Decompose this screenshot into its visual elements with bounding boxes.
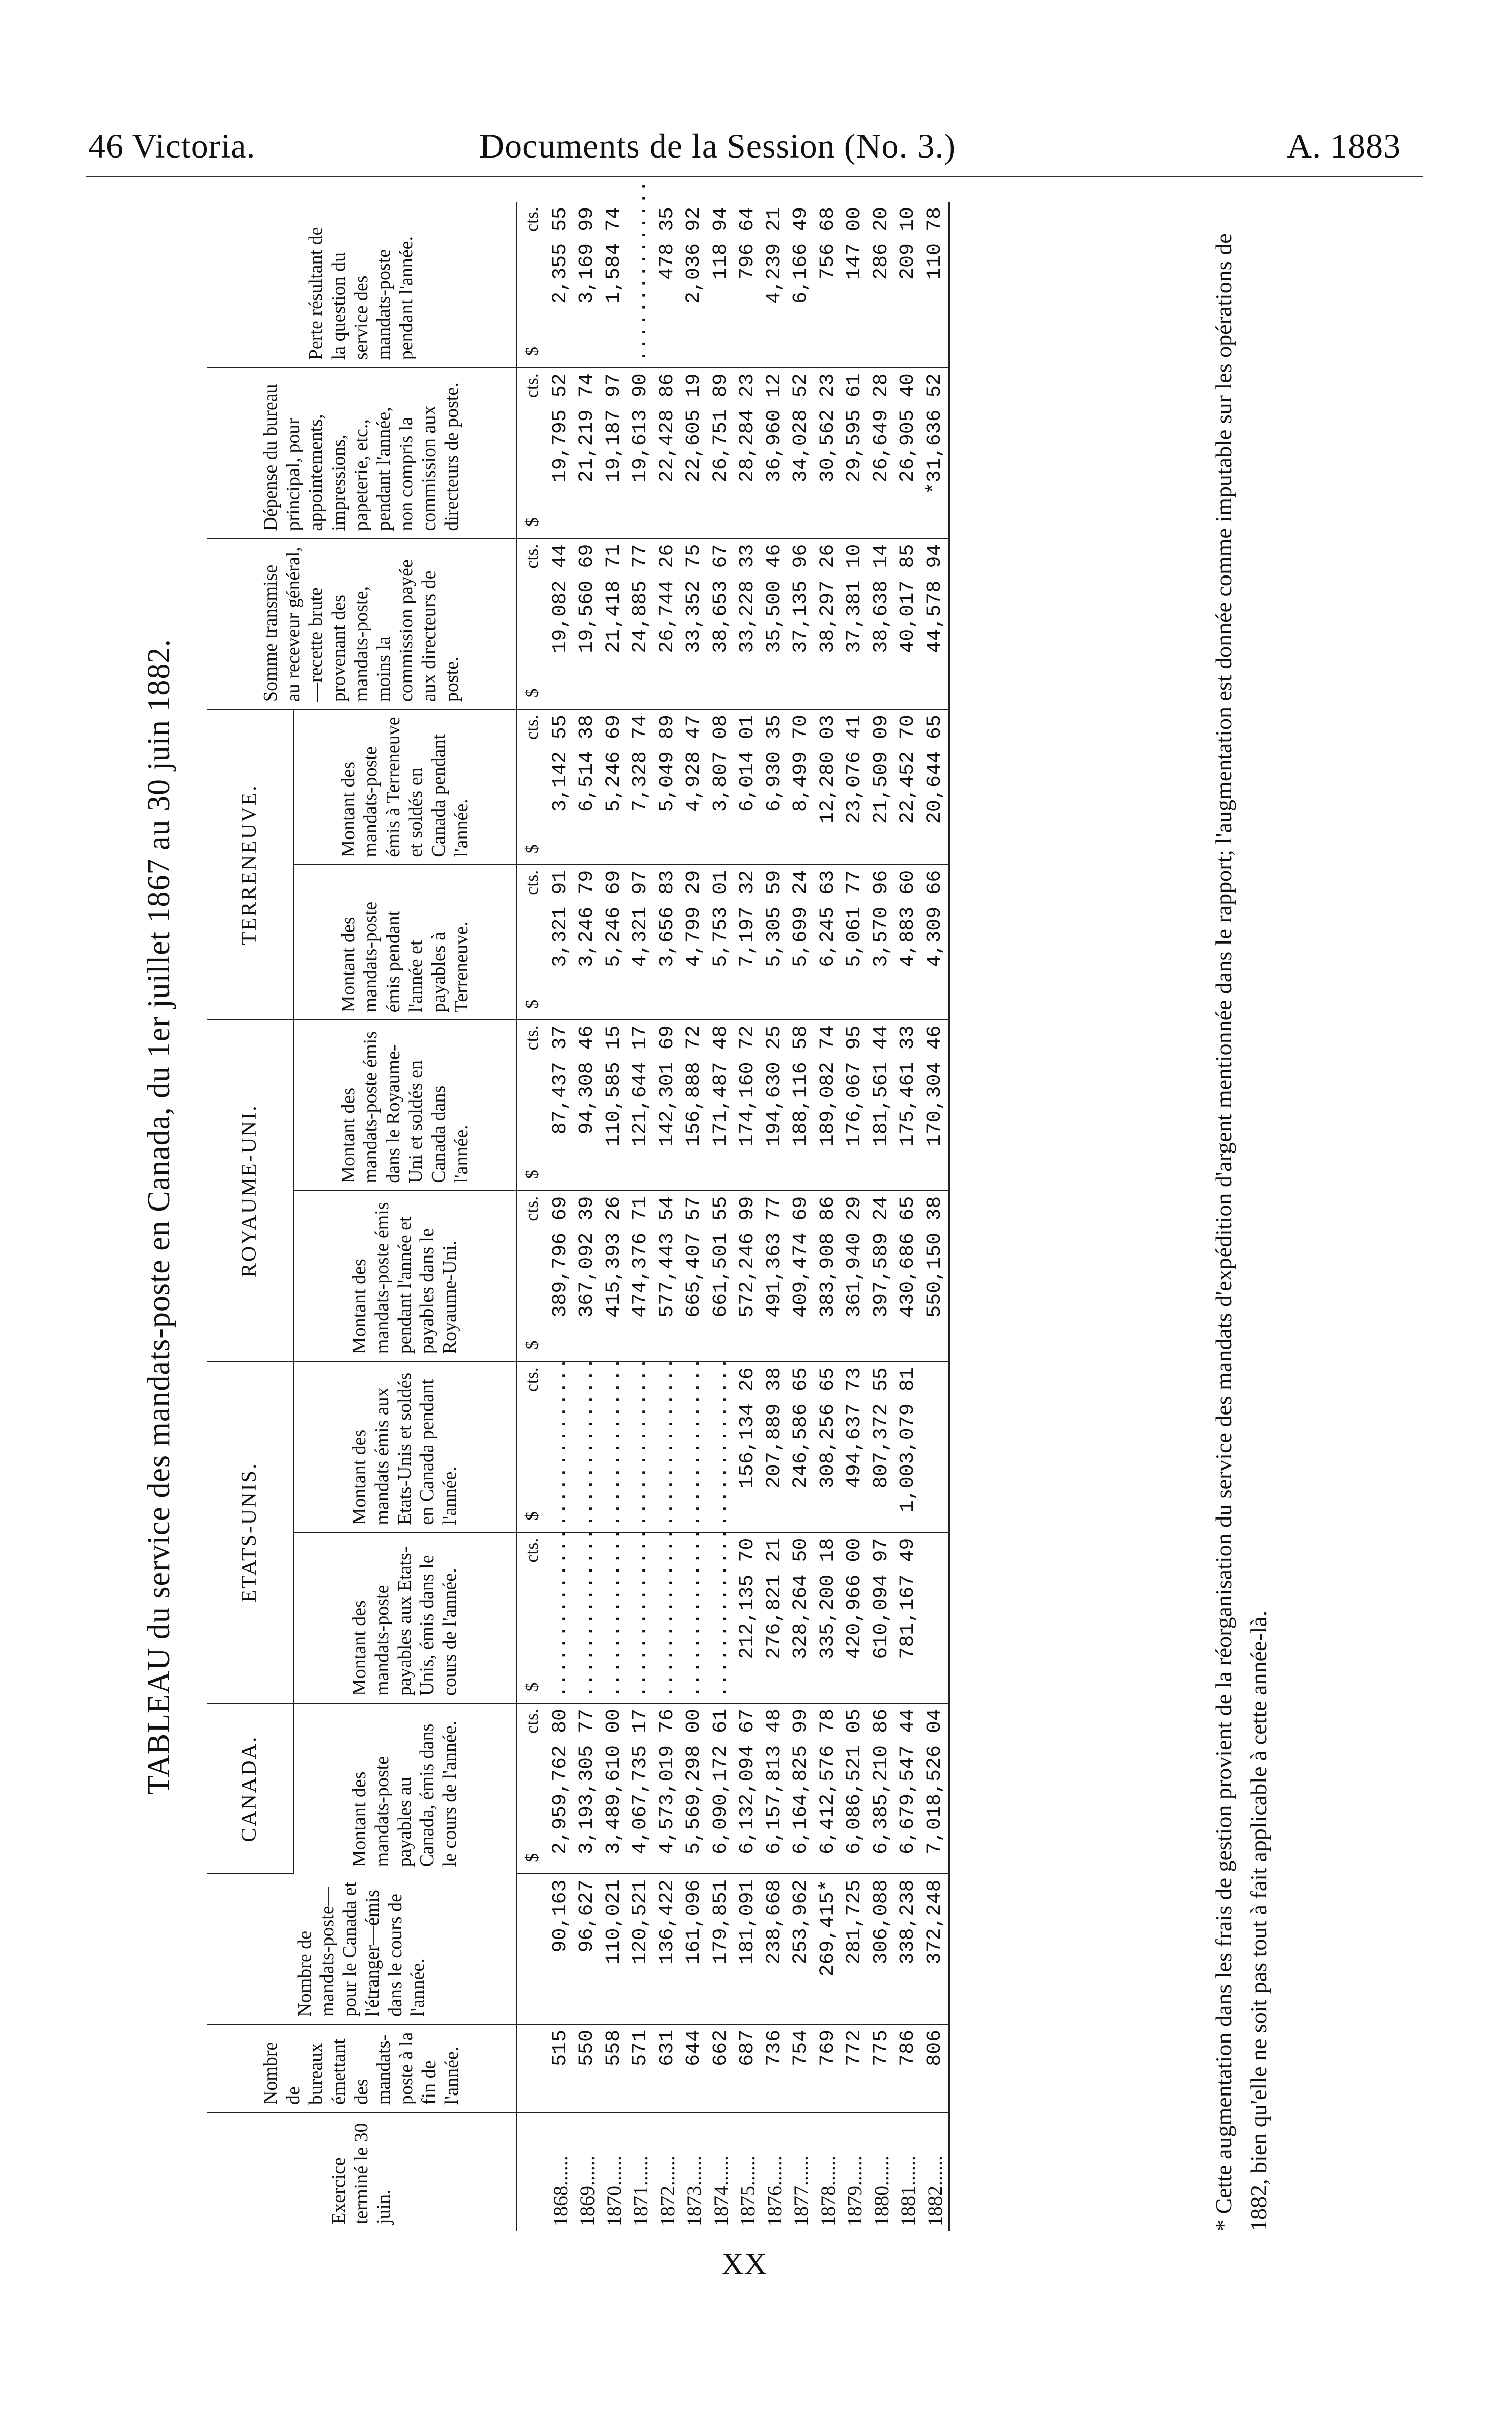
group-etats-unis: ETATS-UNIS. bbox=[207, 1361, 293, 1703]
units-cell bbox=[516, 709, 547, 865]
cell-tn-emis: 7,328 74 bbox=[627, 709, 654, 865]
cell-canada: 6,090,172 61 bbox=[708, 1703, 734, 1874]
group-canada: CANADA. bbox=[207, 1703, 293, 1874]
cell-ru-payables: 389,796 69 bbox=[547, 1191, 574, 1361]
cell-tn-emis: 6,014 01 bbox=[734, 709, 761, 865]
cell-tn-payables: 5,305 59 bbox=[761, 865, 788, 1020]
cell-year: 1873...... bbox=[683, 2156, 706, 2226]
cell-tn-emis: 20,644 65 bbox=[922, 709, 949, 865]
cell-nombre: 110,021 bbox=[601, 1874, 627, 2024]
cell-perte: 2,036 92 bbox=[681, 202, 708, 368]
cents-label: cts. bbox=[522, 715, 542, 740]
cell-depense: 30,562 23 bbox=[815, 368, 841, 538]
cell-ru-emis: 156,888 72 bbox=[681, 1020, 708, 1190]
table-row bbox=[654, 202, 681, 2231]
cell-tn-payables: 4,799 29 bbox=[681, 865, 708, 1020]
running-header-center: Documents de la Session (No. 3.) bbox=[479, 127, 956, 165]
units-cell bbox=[516, 1703, 547, 1874]
cell-bureaux: 806 bbox=[922, 2024, 949, 2112]
cell-ru-payables: 661,501 55 bbox=[708, 1191, 734, 1361]
col-tn-emis: Montant des mandats-poste émis à Terreneuve et soldés en Canada pendant l'année. bbox=[293, 709, 516, 865]
cell-canada: 6,164,825 99 bbox=[788, 1703, 815, 1874]
cents-label: cts. bbox=[522, 1025, 542, 1051]
cell-year: 1868...... bbox=[549, 2156, 572, 2226]
cell-perte: 4,239 21 bbox=[761, 202, 788, 368]
cell-canada: 4,573,019 76 bbox=[654, 1703, 681, 1874]
cell-year: 1869...... bbox=[576, 2156, 599, 2226]
cell-eu-payables: 212,135 70 bbox=[734, 1533, 761, 1703]
cell-year: 1871...... bbox=[629, 2156, 652, 2226]
cell-nombre: 238,668 bbox=[761, 1874, 788, 2024]
cell-perte: 118 94 bbox=[708, 202, 734, 368]
dollar-sign: $ bbox=[522, 346, 542, 356]
table-row bbox=[708, 202, 734, 2231]
cell-canada: 2,959,762 80 bbox=[547, 1703, 574, 1874]
cell-bureaux: 644 bbox=[681, 2024, 708, 2112]
cell-bureaux: 687 bbox=[734, 2024, 761, 2112]
cell-ru-emis: 188,116 58 bbox=[788, 1020, 815, 1190]
cell-somme: 38,653 67 bbox=[708, 539, 734, 709]
cell-ru-payables: 550,150 38 bbox=[922, 1191, 949, 1361]
group-terreneuve: TERRENEUVE. bbox=[207, 709, 293, 1020]
cell-eu-payables: 610,094 97 bbox=[868, 1533, 895, 1703]
cell-canada: 6,385,210 86 bbox=[868, 1703, 895, 1874]
dollar-sign: $ bbox=[522, 1511, 542, 1521]
cell-canada: 6,412,576 78 bbox=[815, 1703, 841, 1874]
table-body bbox=[516, 180, 949, 2231]
table-row bbox=[574, 202, 601, 2231]
cell-depense: 19,187 97 bbox=[601, 368, 627, 538]
col-eu-payables: Montant des mandats-poste payables aux Etats-Unis, émis dans le cours de l'année. bbox=[293, 1533, 516, 1703]
table-row bbox=[922, 202, 949, 2231]
cell-canada: 3,193,305 77 bbox=[574, 1703, 601, 1874]
cell-perte: 209 10 bbox=[895, 202, 922, 368]
cell-tn-emis: 5,246 69 bbox=[601, 709, 627, 865]
cell-eu-emis: .............. bbox=[601, 1361, 627, 1532]
cell-depense: 26,649 28 bbox=[868, 368, 895, 538]
cell-year: 1874...... bbox=[710, 2156, 732, 2226]
dollar-sign: $ bbox=[522, 999, 542, 1009]
cell-eu-payables: .............. bbox=[654, 1533, 681, 1703]
cell-year: 1879...... bbox=[843, 2156, 866, 2226]
cell-eu-emis: .............. bbox=[627, 1361, 654, 1532]
cell-eu-payables: 781,167 49 bbox=[895, 1533, 922, 1703]
cell-ru-emis: 181,561 44 bbox=[868, 1020, 895, 1190]
cell-eu-payables: .............. bbox=[627, 1533, 654, 1703]
cell-ru-payables: 361,940 29 bbox=[841, 1191, 868, 1361]
cell-eu-emis bbox=[922, 1361, 949, 1532]
cell-canada: 7,018,526 04 bbox=[922, 1703, 949, 1874]
units-cell bbox=[516, 368, 547, 538]
cell-eu-payables: 328,264 50 bbox=[788, 1533, 815, 1703]
cell-depense: 19,613 90 bbox=[627, 368, 654, 538]
cell-perte: 756 68 bbox=[815, 202, 841, 368]
cell-bureaux: 550 bbox=[574, 2024, 601, 2112]
cell-year: 1870...... bbox=[603, 2156, 625, 2226]
cell-depense: 34,028 52 bbox=[788, 368, 815, 538]
cell-nombre: 96,627 bbox=[574, 1874, 601, 2024]
cell-perte: 1,584 74 bbox=[601, 202, 627, 368]
dollar-sign: $ bbox=[522, 688, 542, 698]
table-row bbox=[841, 202, 868, 2231]
cell-bureaux: 558 bbox=[601, 2024, 627, 2112]
cell-somme: 40,017 85 bbox=[895, 539, 922, 709]
units-cell bbox=[516, 1533, 547, 1703]
table-row bbox=[601, 202, 627, 2231]
cell-eu-payables: .............. bbox=[574, 1533, 601, 1703]
cell-tn-emis: 21,509 09 bbox=[868, 709, 895, 865]
cell-depense: 21,219 74 bbox=[574, 368, 601, 538]
col-nombre: Nombre de mandats-poste—pour le Canada et l'étranger—émis dans le cours de l'année. bbox=[207, 1874, 516, 2024]
cell-bureaux: 772 bbox=[841, 2024, 868, 2112]
cell-tn-emis: 12,280 03 bbox=[815, 709, 841, 865]
cell-somme: 19,082 44 bbox=[547, 539, 574, 709]
units-row bbox=[516, 202, 547, 2231]
cell-bureaux: 786 bbox=[895, 2024, 922, 2112]
units-cell bbox=[516, 1361, 547, 1532]
cell-ru-payables: 409,474 69 bbox=[788, 1191, 815, 1361]
cell-tn-payables: 3,656 83 bbox=[654, 865, 681, 1020]
table-row bbox=[681, 202, 708, 2231]
cell-somme: 37,381 10 bbox=[841, 539, 868, 709]
cell-eu-payables: .............. bbox=[547, 1533, 574, 1703]
cell-ru-payables: 665,407 57 bbox=[681, 1191, 708, 1361]
cell-nombre: 179,851 bbox=[708, 1874, 734, 2024]
cell-bureaux: 769 bbox=[815, 2024, 841, 2112]
col-tn-payables: Montant des mandats-poste émis pendant l'année et payables à Terreneuve. bbox=[293, 865, 516, 1020]
cell-canada: 6,132,094 67 bbox=[734, 1703, 761, 1874]
cell-year: 1881...... bbox=[897, 2156, 920, 2226]
cell-bureaux: 736 bbox=[761, 2024, 788, 2112]
cell-nombre: 181,091 bbox=[734, 1874, 761, 2024]
cents-label: cts. bbox=[522, 373, 542, 398]
units-cell bbox=[516, 2024, 547, 2112]
cell-tn-payables: 4,883 60 bbox=[895, 865, 922, 1020]
cell-nombre: 338,238 bbox=[895, 1874, 922, 2024]
dollar-sign: $ bbox=[522, 1170, 542, 1179]
running-header-right: A. 1883 bbox=[1287, 127, 1401, 165]
cell-nombre: 306,088 bbox=[868, 1874, 895, 2024]
cell-ru-payables: 415,393 26 bbox=[601, 1191, 627, 1361]
cell-perte: 6,166 49 bbox=[788, 202, 815, 368]
cell-eu-emis: .............. bbox=[654, 1361, 681, 1532]
units-cell bbox=[516, 2112, 547, 2231]
cell-ru-emis: 87,437 37 bbox=[547, 1020, 574, 1190]
cell-eu-payables: .............. bbox=[681, 1533, 708, 1703]
units-cell bbox=[516, 539, 547, 709]
cents-label: cts. bbox=[522, 1367, 542, 1392]
col-depense: Dépense du bureau principal, pour appointements, impressions, papeterie, etc., pendant l'année, non compris la commission aux directeurs de poste. bbox=[207, 368, 516, 538]
cell-depense: 22,428 86 bbox=[654, 368, 681, 538]
cell-canada: 6,679,547 44 bbox=[895, 1703, 922, 1874]
cell-nombre: 253,962 bbox=[788, 1874, 815, 2024]
cell-tn-emis: 6,930 35 bbox=[761, 709, 788, 865]
cell-eu-payables: 335,200 18 bbox=[815, 1533, 841, 1703]
dollar-sign: $ bbox=[522, 1853, 542, 1862]
cell-tn-emis: 6,514 38 bbox=[574, 709, 601, 865]
cell-tn-emis: 3,807 08 bbox=[708, 709, 734, 865]
cell-somme: 33,228 33 bbox=[734, 539, 761, 709]
cell-tn-payables: 3,246 79 bbox=[574, 865, 601, 1020]
cents-label: cts. bbox=[522, 1709, 542, 1734]
cell-perte: 2,355 55 bbox=[547, 202, 574, 368]
table-row bbox=[788, 202, 815, 2231]
cell-tn-payables: 4,321 97 bbox=[627, 865, 654, 1020]
cell-ru-emis: 142,301 69 bbox=[654, 1020, 681, 1190]
cell-nombre: 269,415* bbox=[815, 1874, 841, 2024]
units-cell bbox=[516, 865, 547, 1020]
cell-nombre: 281,725 bbox=[841, 1874, 868, 2024]
cell-ru-payables: 491,363 77 bbox=[761, 1191, 788, 1361]
cell-somme: 35,500 46 bbox=[761, 539, 788, 709]
cell-ru-emis: 194,630 25 bbox=[761, 1020, 788, 1190]
cell-tn-payables: 3,321 91 bbox=[547, 865, 574, 1020]
units-cell bbox=[516, 1874, 547, 2024]
cell-perte: ............... bbox=[627, 202, 654, 368]
cell-eu-emis: 246,586 65 bbox=[788, 1361, 815, 1532]
cell-year: 1875...... bbox=[736, 2156, 759, 2226]
cell-year: 1878...... bbox=[817, 2156, 839, 2226]
cell-tn-payables: 7,197 32 bbox=[734, 865, 761, 1020]
cell-year: 1882...... bbox=[924, 2156, 946, 2226]
cell-perte: 286 20 bbox=[868, 202, 895, 368]
cell-somme: 44,578 94 bbox=[922, 539, 949, 709]
cell-tn-emis: 8,499 70 bbox=[788, 709, 815, 865]
cell-somme: 38,638 14 bbox=[868, 539, 895, 709]
cell-canada: 5,569,298 00 bbox=[681, 1703, 708, 1874]
table-row bbox=[547, 202, 574, 2231]
footnote: * Cette augmentation dans les frais de gestion provient de la réorganisation du service des mandats d'expédition d'argent mentionnée dans le rapport; l'augmentation est donnée comme imputable sur les opérations de 1882, bien qu'elle ne soit pas tout à fait applicable à cette année-là. bbox=[1211, 233, 1271, 2231]
cents-label: cts. bbox=[522, 1196, 542, 1221]
col-ru-payables: Montant des mandats-poste émis pendant l'année et payables dans le Royaume-Uni. bbox=[293, 1191, 516, 1361]
units-cell bbox=[516, 1191, 547, 1361]
cell-eu-emis: .............. bbox=[681, 1361, 708, 1532]
cell-depense: 29,595 61 bbox=[841, 368, 868, 538]
dollar-sign: $ bbox=[522, 1340, 542, 1350]
cell-perte: 478 35 bbox=[654, 202, 681, 368]
table-row bbox=[734, 202, 761, 2231]
cell-nombre: 136,422 bbox=[654, 1874, 681, 2024]
cell-ru-emis: 171,487 48 bbox=[708, 1020, 734, 1190]
cell-perte: 796 64 bbox=[734, 202, 761, 368]
cell-perte: 147 00 bbox=[841, 202, 868, 368]
money-order-table bbox=[207, 180, 950, 2231]
running-header-left: 46 Victoria. bbox=[88, 127, 256, 165]
cell-ru-payables: 572,246 99 bbox=[734, 1191, 761, 1361]
cell-somme: 33,352 75 bbox=[681, 539, 708, 709]
dollar-sign: $ bbox=[522, 844, 542, 854]
cell-somme: 21,418 71 bbox=[601, 539, 627, 709]
cell-somme: 26,744 26 bbox=[654, 539, 681, 709]
dollar-sign: $ bbox=[522, 517, 542, 527]
cell-ru-payables: 577,443 54 bbox=[654, 1191, 681, 1361]
cell-ru-emis: 189,082 74 bbox=[815, 1020, 841, 1190]
cell-canada: 6,086,521 05 bbox=[841, 1703, 868, 1874]
cell-ru-emis: 110,585 15 bbox=[601, 1020, 627, 1190]
col-ru-emis: Montant des mandats-poste émis dans le Royaume-Uni et soldés en Canada dans l'année. bbox=[293, 1020, 516, 1190]
cell-eu-emis: .............. bbox=[708, 1361, 734, 1532]
cell-bureaux: 775 bbox=[868, 2024, 895, 2112]
cell-eu-emis: 207,889 38 bbox=[761, 1361, 788, 1532]
cell-depense: 26,905 40 bbox=[895, 368, 922, 538]
col-perte: Perte résultant de la question du service des mandats-poste pendant l'année. bbox=[207, 202, 516, 368]
cell-tn-payables: 3,570 96 bbox=[868, 865, 895, 1020]
cell-ru-emis: 175,461 33 bbox=[895, 1020, 922, 1190]
cell-depense: 19,795 52 bbox=[547, 368, 574, 538]
cell-tn-emis: 23,076 41 bbox=[841, 709, 868, 865]
cell-eu-emis: .............. bbox=[547, 1361, 574, 1532]
rotated-table-block bbox=[141, 180, 1358, 2231]
cell-canada: 3,489,610 00 bbox=[601, 1703, 627, 1874]
cell-tn-emis: 3,142 55 bbox=[547, 709, 574, 865]
cell-tn-payables: 5,246 69 bbox=[601, 865, 627, 1020]
cell-ru-emis: 176,067 95 bbox=[841, 1020, 868, 1190]
cell-tn-payables: 6,245 63 bbox=[815, 865, 841, 1020]
cell-eu-emis: 494,637 73 bbox=[841, 1361, 868, 1532]
cell-ru-emis: 94,308 46 bbox=[574, 1020, 601, 1190]
cell-tn-payables: 5,061 77 bbox=[841, 865, 868, 1020]
cell-tn-payables: 5,753 01 bbox=[708, 865, 734, 1020]
cell-depense: 22,605 19 bbox=[681, 368, 708, 538]
group-royaume-uni: ROYAUME-UNI. bbox=[207, 1020, 293, 1361]
cell-eu-payables: .............. bbox=[708, 1533, 734, 1703]
cell-depense: 28,284 23 bbox=[734, 368, 761, 538]
cell-ru-payables: 367,092 39 bbox=[574, 1191, 601, 1361]
cell-nombre: 120,521 bbox=[627, 1874, 654, 2024]
cell-tn-payables: 4,309 66 bbox=[922, 865, 949, 1020]
cell-perte: 3,169 99 bbox=[574, 202, 601, 368]
cell-bureaux: 631 bbox=[654, 2024, 681, 2112]
cell-eu-emis: .............. bbox=[574, 1361, 601, 1532]
cell-ru-emis: 121,644 17 bbox=[627, 1020, 654, 1190]
cell-eu-payables bbox=[922, 1533, 949, 1703]
cell-somme: 24,885 77 bbox=[627, 539, 654, 709]
cell-ru-payables: 397,589 24 bbox=[868, 1191, 895, 1361]
header-rule bbox=[86, 176, 1423, 177]
col-somme: Somme transmise au receveur général,—recette brute provenant des mandats-poste, moins la commission payée aux directeurs de poste. bbox=[207, 539, 516, 709]
cell-bureaux: 754 bbox=[788, 2024, 815, 2112]
cell-canada: 6,157,813 48 bbox=[761, 1703, 788, 1874]
cell-eu-payables: .............. bbox=[601, 1533, 627, 1703]
dollar-sign: $ bbox=[522, 1682, 542, 1692]
units-cell bbox=[516, 1020, 547, 1190]
cell-ru-payables: 430,686 65 bbox=[895, 1191, 922, 1361]
cell-depense: 36,960 12 bbox=[761, 368, 788, 538]
cell-eu-emis: 807,372 55 bbox=[868, 1361, 895, 1532]
page-signature: XX bbox=[722, 2247, 768, 2280]
cell-tn-payables: 5,699 24 bbox=[788, 865, 815, 1020]
cell-ru-emis: 174,160 72 bbox=[734, 1020, 761, 1190]
cell-year: 1877...... bbox=[790, 2156, 813, 2226]
cell-somme: 19,560 69 bbox=[574, 539, 601, 709]
cell-eu-payables: 420,966 00 bbox=[841, 1533, 868, 1703]
cell-nombre: 372,248 bbox=[922, 1874, 949, 2024]
cents-label: cts. bbox=[522, 1538, 542, 1563]
cell-canada: 4,067,735 17 bbox=[627, 1703, 654, 1874]
table-row bbox=[868, 202, 895, 2231]
units-cell bbox=[516, 202, 547, 368]
cell-eu-emis: 156,134 26 bbox=[734, 1361, 761, 1532]
table-row bbox=[895, 202, 922, 2231]
table-row bbox=[761, 202, 788, 2231]
cell-bureaux: 571 bbox=[627, 2024, 654, 2112]
table-title: TABLEAU du service des mandats-poste en Canada, du 1er juillet 1867 au 30 juin 1882. bbox=[142, 639, 176, 1795]
cell-year: 1872...... bbox=[656, 2156, 679, 2226]
col-exercice: Exercice terminé le 30 juin. bbox=[207, 2112, 516, 2231]
cell-bureaux: 662 bbox=[708, 2024, 734, 2112]
cell-ru-payables: 474,376 71 bbox=[627, 1191, 654, 1361]
cell-somme: 38,297 26 bbox=[815, 539, 841, 709]
cell-tn-emis: 22,452 70 bbox=[895, 709, 922, 865]
cents-label: cts. bbox=[522, 207, 542, 232]
cents-label: cts. bbox=[522, 870, 542, 895]
cell-nombre: 161,096 bbox=[681, 1874, 708, 2024]
col-bureaux: Nombre de bureaux émettant des mandats-poste à la fin de l'année. bbox=[207, 2024, 516, 2112]
cell-tn-emis: 4,928 47 bbox=[681, 709, 708, 865]
cell-depense: *31,636 52 bbox=[922, 368, 949, 538]
cell-eu-emis: 1,003,079 81 bbox=[895, 1361, 922, 1532]
cell-year: 1876...... bbox=[763, 2156, 786, 2226]
cell-perte: 110 78 bbox=[922, 202, 949, 368]
cell-tn-emis: 5,049 89 bbox=[654, 709, 681, 865]
cell-depense: 26,751 89 bbox=[708, 368, 734, 538]
col-eu-emis: Montant des mandats émis aux Etats-Unis et soldés en Canada pendant l'année. bbox=[293, 1361, 516, 1532]
table-row bbox=[815, 202, 841, 2231]
cell-ru-payables: 383,908 86 bbox=[815, 1191, 841, 1361]
cents-label: cts. bbox=[522, 544, 542, 569]
col-canada: Montant des mandats-poste payables au Canada, émis dans le cours de l'année. bbox=[293, 1703, 516, 1874]
table-row bbox=[627, 202, 654, 2231]
cell-bureaux: 515 bbox=[547, 2024, 574, 2112]
cell-somme: 37,135 96 bbox=[788, 539, 815, 709]
cell-ru-emis: 170,304 46 bbox=[922, 1020, 949, 1190]
cell-eu-payables: 276,821 21 bbox=[761, 1533, 788, 1703]
cell-eu-emis: 308,256 65 bbox=[815, 1361, 841, 1532]
cell-nombre: 90,163 bbox=[547, 1874, 574, 2024]
cell-year: 1880...... bbox=[870, 2156, 893, 2226]
